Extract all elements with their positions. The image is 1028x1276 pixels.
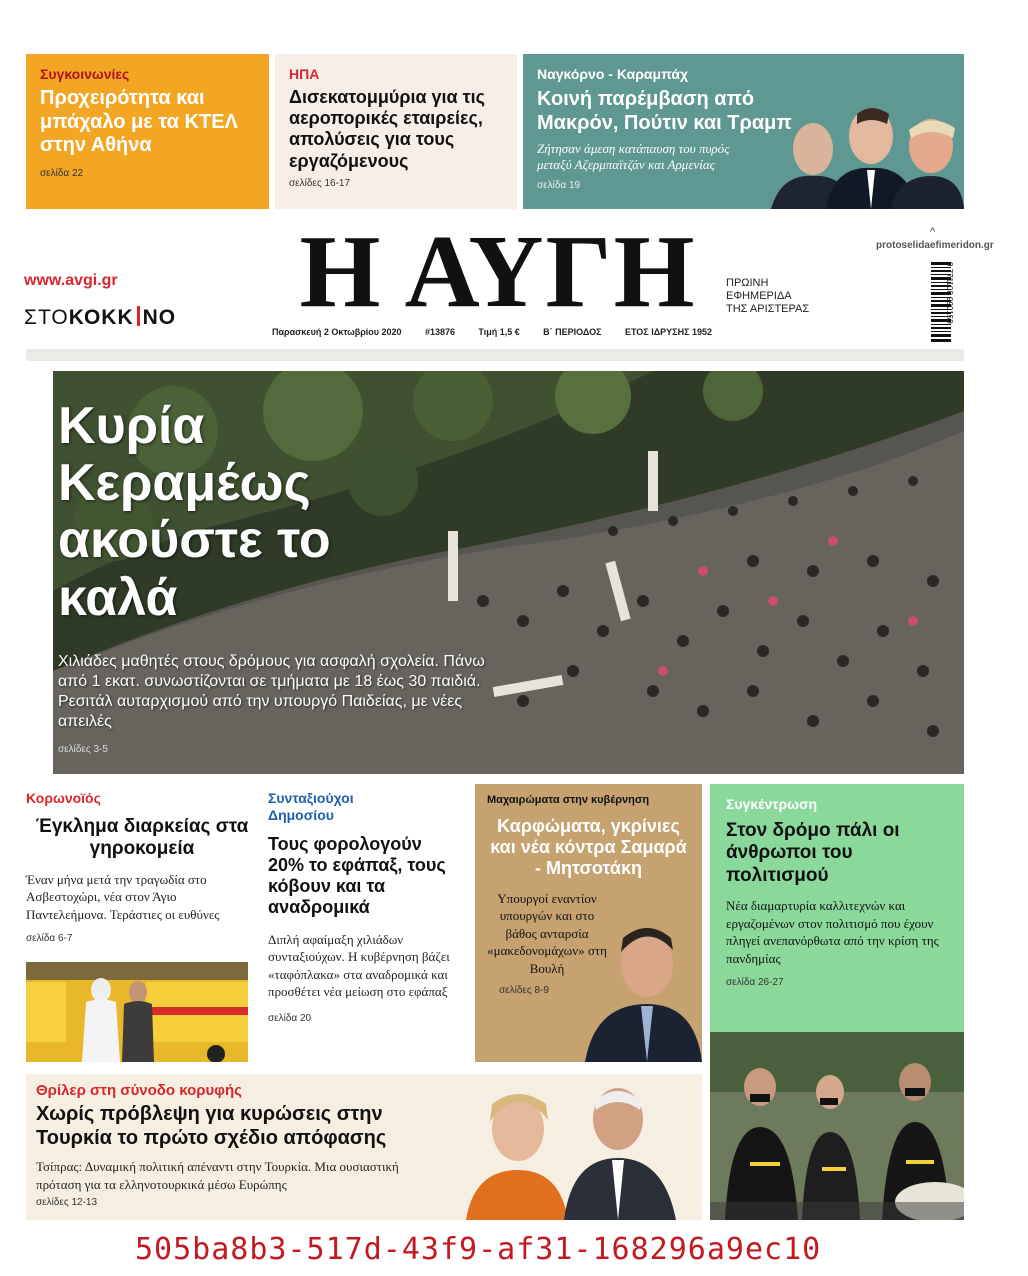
footer-code: 505ba8b3-517d-43f9-af31-168296a9ec10 [135, 1232, 822, 1267]
story-culture[interactable] [710, 784, 964, 1032]
story-kicker: Κορωνοϊός [26, 790, 101, 806]
teaser-headline: Κοινή παρέμβαση από Μακρόν, Πούτιν και Τραμπ [537, 88, 792, 134]
story-page: σελίδα 26-27 [726, 977, 784, 989]
tagline-line: ΕΦΗΜΕΡΙΔΑ [726, 290, 792, 303]
story-text: Διπλή αφαίμαξη χιλιάδων συνταξιούχων. Η κυβέρνηση βάζει «ταφόπλακα» στα αναδρομικά και προσθέτει νέα μείωση στο εφάπαξ [268, 931, 450, 1000]
story-government[interactable] [475, 784, 702, 1062]
masthead-tagline [726, 277, 809, 317]
stokokkino-bar [137, 306, 140, 326]
story-text: Έναν μήνα μετά την τραγωδία στο Ασβεστοχώρι, νέα στον Άγιο Παντελεήμονα. Τεράστιες οι ευθύνες [26, 871, 220, 922]
issue-period: Β΄ ΠΕΡΙΟΔΟΣ [543, 327, 602, 337]
story-kicker: Συνταξιούχοι Δημοσίου [268, 790, 354, 823]
main-headline [58, 398, 331, 627]
masthead-info-bar [272, 327, 712, 337]
stokokkino-logo [24, 306, 176, 330]
stokokkino-part: ΚΟΚΚ [68, 306, 134, 329]
main-headline-line: ακούστε το [58, 511, 331, 570]
story-headline: Καρφώματα, γκρίνιες και νέα κόντρα Σαμαρά - Μητσοτάκη [490, 816, 687, 879]
issue-number: #13876 [424, 327, 455, 337]
issue-price: Τιμή 1,5 € [478, 327, 520, 337]
teaser-page: σελίδα 22 [40, 167, 84, 179]
website-link[interactable]: www.avgi.gr [24, 272, 118, 289]
story-headline: Στον δρόμο πάλι οι άνθρωποι του πολιτισμού [726, 820, 900, 886]
main-headline-line: καλά [58, 568, 178, 627]
main-page: σελίδες 3-5 [58, 744, 108, 755]
tagline-line: ΤΗΣ ΑΡΙΣΤΕΡΑΣ [726, 303, 810, 316]
teaser-text: Ζήτησαν άμεση κατάπαυση του πυρός μεταξύ Αζερμπαϊτζάν και Αρμενίας [537, 141, 730, 173]
culture-protest-photo [710, 1032, 964, 1220]
main-headline-line: Κεραμέως [58, 454, 311, 513]
story-text: Υπουργοί εναντίον υπουργών και στο βάθος ανταρσία «μακεδονομάχων» στη Βουλή [487, 890, 607, 976]
story-page: σελίδα 6-7 [26, 933, 73, 945]
story-page: σελίδα 20 [268, 1012, 312, 1024]
teaser-page: σελίδα 19 [537, 179, 581, 191]
story-page: σελίδες 12-13 [36, 1197, 98, 1209]
story-headline: Τους φορολογούν 20% το εφάπαξ, τους κόβουν και τα αναδρομικά [268, 833, 446, 918]
story-headline: Χωρίς πρόβλεψη για κυρώσεις στην Τουρκία το πρώτο σχέδιο απόφασης [36, 1103, 387, 1149]
main-headline-line: Κυρία [58, 397, 205, 455]
teaser-transport[interactable] [26, 54, 269, 209]
story-text: Νέα διαμαρτυρία καλλιτεχνών και εργαζομένων στον πολιτισμό που έχουν πληγεί ανεπανόρθωτα από την κρίση της πανδημίας [726, 898, 939, 966]
tagline-line: ΠΡΩΙΝΗ [726, 277, 769, 289]
masthead-title: Η ΑΥΓΗ [299, 214, 697, 329]
story-headline: Έγκλημα διαρκείας στα γηροκομεία [35, 816, 249, 860]
story-covid[interactable] [26, 790, 258, 960]
story-page: σελίδες 8-9 [499, 985, 549, 997]
barcode-number: 9 771108 990159 [945, 262, 954, 324]
teaser-headline: Προχειρότητα και μπάχαλο με τα ΚΤΕΛ στην Αθήνα [40, 87, 238, 157]
story-kicker: Συγκέντρωση [726, 796, 818, 812]
leaders-photo [771, 94, 964, 209]
barcode [931, 262, 963, 342]
divider [26, 349, 964, 361]
stokokkino-part: ΣΤΟ [24, 306, 69, 329]
source-caret: ^ [930, 226, 936, 238]
story-pensioners[interactable] [268, 790, 464, 1062]
teaser-karabakh[interactable] [523, 54, 964, 209]
stokokkino-part: ΝΟ [142, 306, 177, 329]
story-summit[interactable] [26, 1074, 702, 1220]
source-label: protoselidaefimeridon.gr [876, 240, 994, 251]
ambulance-photo [26, 962, 248, 1062]
culture-protest-image [710, 1032, 964, 1220]
founding-year: ΕΤΟΣ ΙΔΡΥΣΗΣ 1952 [624, 327, 712, 337]
teaser-headline: Δισεκατομμύρια για τις αεροπορικές εταιρείες, απολύσεις για τους εργαζόμενους [289, 87, 486, 171]
teaser-kicker: Ναγκόρνο - Καραμπάχ [537, 66, 689, 82]
teaser-kicker: ΗΠΑ [289, 66, 320, 82]
main-text: Χιλιάδες μαθητές στους δρόμους για ασφαλή σχολεία. Πάνω από 1 εκατ. συνωστίζονται σε τμήματα με 18 έως 30 παιδιά. Ρεσιτάλ αυταρχισμού από την υπουργό Παιδείας, με νέες απειλές [58, 653, 485, 730]
story-text: Τσίπρας: Δυναμική πολιτική απέναντι στην Τουρκία. Μια ουσιαστική πρόταση για τα ελληνοτουρκικά μέσω Ευρώπης [36, 1159, 399, 1192]
teaser-kicker: Συγκοινωνίες [40, 66, 130, 82]
teaser-usa[interactable] [275, 54, 517, 209]
teaser-page: σελίδες 16-17 [289, 177, 351, 189]
story-kicker: Θρίλερ στη σύνοδο κορυφής [36, 1082, 242, 1099]
story-kicker: Μαχαιρώματα στην κυβέρνηση [487, 794, 650, 806]
ambulance-image [26, 962, 248, 1062]
issue-date: Παρασκευή 2 Οκτωβρίου 2020 [272, 327, 402, 337]
